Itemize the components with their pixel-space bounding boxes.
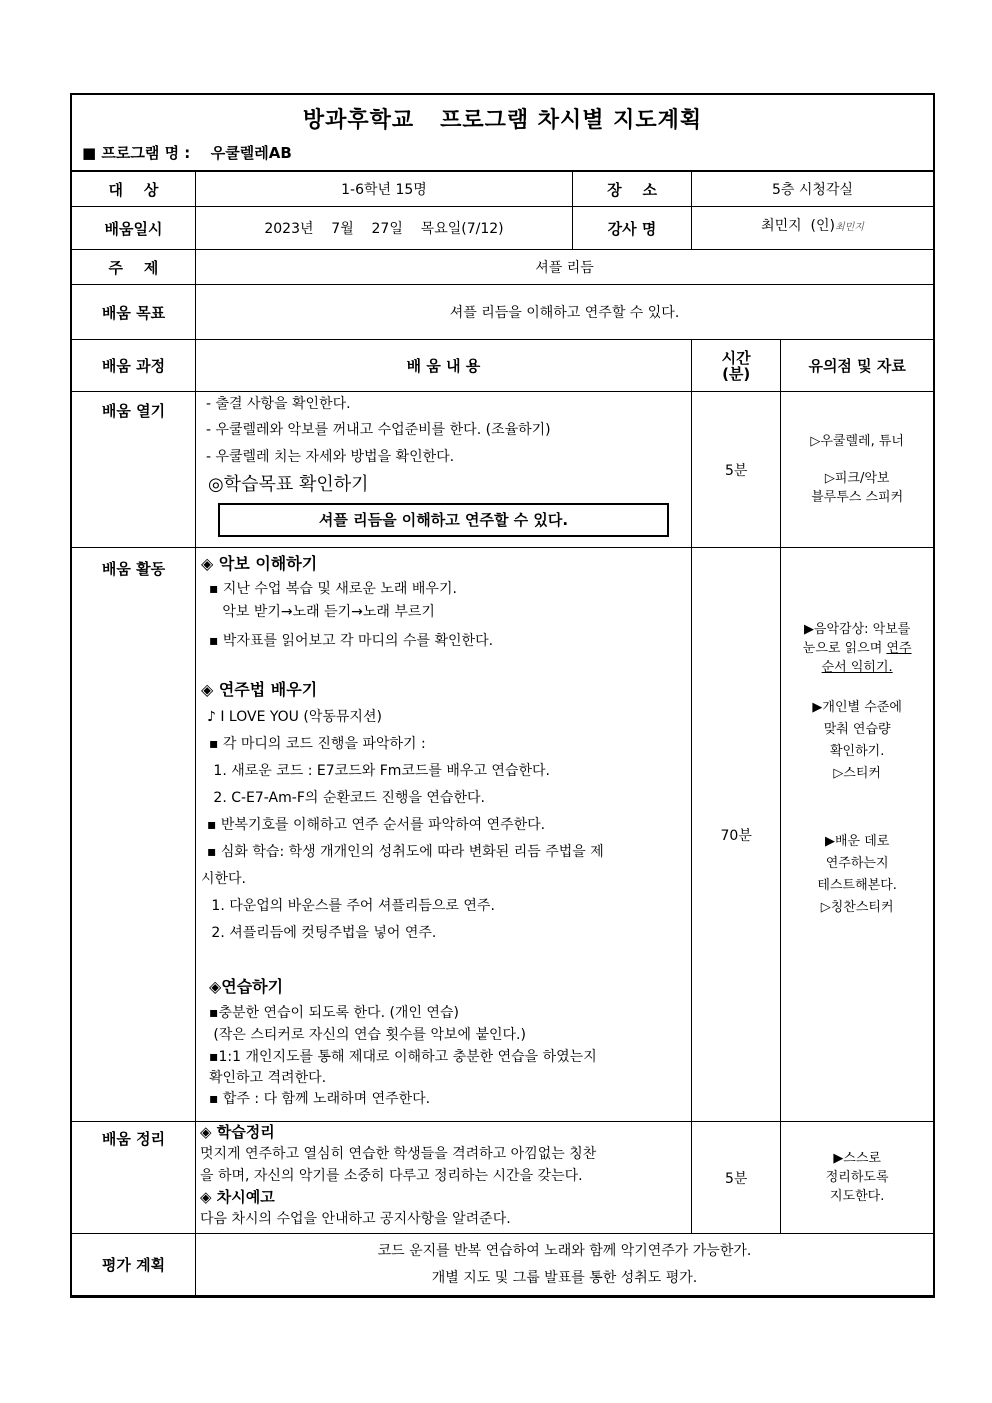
opening-line-3: - 우쿨렐레 치는 자세와 방법을 확인한다. xyxy=(205,449,455,465)
program-name-row xyxy=(72,137,933,171)
activity-materials xyxy=(781,548,933,1122)
goal-row xyxy=(72,285,933,340)
opening-label: 배움 열기 xyxy=(72,392,195,548)
opening-time: 5분 xyxy=(692,392,781,548)
closing-materials xyxy=(781,1122,933,1234)
section-playing-technique: ◈ 연주법 배우기 xyxy=(200,680,318,699)
activity-s1-line-2: 악보 받기→노래 듣기→노래 부르기 xyxy=(208,604,435,620)
time-header-text: 시간 (분) xyxy=(721,348,751,383)
teacher-label: 강사 명 xyxy=(572,207,691,250)
lesson-plan-table xyxy=(72,171,933,1296)
activity-s2-line-4: 2. C-E7-Am-F의 순환코드 진행을 연습한다. xyxy=(208,790,485,806)
opening-line-1: - 출결 사항을 확인한다. xyxy=(205,396,351,412)
goal-label: 배움 목표 xyxy=(72,285,195,340)
closing-time: 5분 xyxy=(692,1122,781,1234)
topic-row xyxy=(72,250,933,285)
time-header xyxy=(692,340,781,392)
activity-s1-line-3: ▪ 박자표를 읽어보고 각 마디의 수를 확인한다. xyxy=(208,633,494,649)
opening-row xyxy=(72,392,933,548)
activity-s2-line-6: ▪ 심화 학습: 학생 개개인의 성취도에 따라 변화된 리듬 주법을 제 xyxy=(206,844,604,860)
opening-mat-2: ▷피크/악보 xyxy=(824,471,890,486)
activity-s2-line-8: 1. 다운업의 바운스를 주어 셔플리듬으로 연주. xyxy=(206,898,495,914)
content-header: 배 움 내 용 xyxy=(195,340,691,392)
activity-s3-line-1: ▪충분한 연습이 되도록 한다. (개인 연습) xyxy=(208,1005,459,1021)
place-value: 5층 시청각실 xyxy=(692,172,933,207)
teacher-cell xyxy=(692,207,933,250)
closing-content xyxy=(195,1122,691,1234)
opening-line-2: - 우쿨렐레와 악보를 꺼내고 수업준비를 한다. (조율하기) xyxy=(205,422,551,438)
activity-s3-line-4: 확인하고 격려한다. xyxy=(208,1070,327,1086)
closing-mat-1: ▶스스로 xyxy=(833,1151,881,1166)
activity-mat-2-3: 확인하기. xyxy=(829,744,885,759)
goal-value: 셔플 리듬을 이해하고 연주할 수 있다. xyxy=(195,285,933,340)
activity-s3-line-2: (작은 스티커로 자신의 연습 횟수를 악보에 붙인다.) xyxy=(208,1027,526,1043)
activity-mat-1-1: ▶음악감상: 악보를 xyxy=(803,622,911,637)
teacher-value: 최민지 (인) xyxy=(761,218,835,234)
lesson-plan-document xyxy=(70,93,935,1298)
activity-s2-line-3: 1. 새로운 코드 : E7코드와 Fm코드를 배우고 연습한다. xyxy=(208,763,550,779)
activity-mat-1-2a: 눈으로 읽으며 xyxy=(802,641,887,656)
evaluation-row xyxy=(72,1234,933,1296)
closing-s2-title: ◈ 차시예고 xyxy=(199,1188,275,1206)
activity-s2-line-7: 시한다. xyxy=(200,871,246,887)
target-value: 1-6학년 15명 xyxy=(195,172,572,207)
topic-value: 셔플 리듬 xyxy=(195,250,933,285)
document-title: 방과후학교 프로그램 차시별 지도계획 xyxy=(302,108,703,133)
activity-s2-line-9: 2. 셔플리듬에 컷팅주법을 넣어 연주. xyxy=(206,925,437,941)
date-row xyxy=(72,207,933,250)
goal-check-heading: ◎학습목표 확인하기 xyxy=(207,474,369,495)
activity-mat-1-2 xyxy=(781,639,933,658)
opening-materials xyxy=(781,392,933,548)
activity-content xyxy=(195,548,691,1122)
activity-row xyxy=(72,548,933,1122)
process-header: 배움 과정 xyxy=(72,340,195,392)
activity-s1-line-1: ▪ 지난 수업 복습 및 새로운 노래 배우기. xyxy=(208,581,457,597)
activity-mat-group-1 xyxy=(781,620,933,677)
evaluation-content xyxy=(195,1234,933,1296)
program-label: ■ 프로그램 명 : xyxy=(82,144,191,162)
evaluation-label: 평가 계획 xyxy=(72,1234,195,1296)
activity-mat-2-2: 맞춰 연습량 xyxy=(823,722,891,737)
activity-s2-line-1: ♪ I LOVE YOU (악동뮤지션) xyxy=(206,709,382,725)
header-row xyxy=(72,340,933,392)
activity-mat-group-2 xyxy=(781,697,933,785)
opening-mat-1: ▷우쿨렐레, 튜너 xyxy=(810,434,904,449)
materials-header: 유의점 및 자료 xyxy=(781,340,933,392)
activity-s2-line-5: ▪ 반복기호를 이해하고 연주 순서를 파악하여 연주한다. xyxy=(206,817,546,833)
section-score-reading: ◈ 악보 이해하기 xyxy=(200,554,318,573)
activity-mat-1-3: 순서 익히기. xyxy=(821,660,893,675)
closing-s1-line-2: 을 하며, 자신의 악기를 소중히 다루고 정리하는 시간을 갖는다. xyxy=(199,1168,583,1184)
activity-s3-line-3: ▪1:1 개인지도를 통해 제대로 이해하고 충분한 연습을 하였는지 xyxy=(208,1049,597,1065)
closing-s1-title: ◈ 학습정리 xyxy=(199,1123,275,1141)
section-practice: ◈연습하기 xyxy=(208,977,284,996)
opening-content xyxy=(195,392,691,548)
target-row xyxy=(72,172,933,207)
evaluation-line-1: 코드 운지를 반복 연습하여 노래와 함께 악기연주가 가능한가. xyxy=(377,1242,752,1259)
activity-mat-3-1: ▶배운 데로 xyxy=(824,834,890,849)
closing-s2-line-1: 다음 차시의 수업을 안내하고 공지사항을 알려준다. xyxy=(199,1211,511,1227)
goal-box: 셔플 리듬을 이해하고 연주할 수 있다. xyxy=(218,503,669,537)
activity-label: 배움 활동 xyxy=(72,548,195,1122)
opening-mat-3: 블루투스 스피커 xyxy=(811,490,904,505)
activity-mat-2-4: ▷스티커 xyxy=(833,766,881,781)
activity-s3-line-5: ▪ 합주 : 다 함께 노래하며 연주한다. xyxy=(208,1091,431,1107)
activity-mat-3-2: 연주하는지 xyxy=(825,856,889,871)
evaluation-line-2: 개별 지도 및 그룹 발표를 통한 성취도 평가. xyxy=(431,1269,698,1286)
program-name: 우쿨렐레AB xyxy=(210,144,292,162)
closing-label: 배움 정리 xyxy=(72,1122,195,1234)
place-label: 장 소 xyxy=(572,172,691,207)
activity-mat-2-1: ▶개인별 수준에 xyxy=(812,700,902,715)
topic-label: 주 제 xyxy=(72,250,195,285)
activity-mat-1-2b: 연주 xyxy=(886,641,912,656)
closing-s1-line-1: 멋지게 연주하고 열심히 연습한 학생들을 격려하고 아낌없는 칭찬 xyxy=(199,1146,597,1162)
date-value: 2023년 7월 27일 목요일(7/12) xyxy=(195,207,572,250)
date-label: 배움일시 xyxy=(72,207,195,250)
activity-mat-3-4: ▷칭찬스티커 xyxy=(820,900,894,915)
closing-mat-3: 지도한다. xyxy=(829,1189,885,1204)
activity-mat-3-3: 테스트해본다. xyxy=(817,878,897,893)
activity-s2-line-2: ▪ 각 마디의 코드 진행을 파악하기 : xyxy=(208,736,426,752)
activity-time: 70분 xyxy=(692,548,781,1122)
teacher-signature: 최민지 xyxy=(834,222,864,233)
activity-mat-group-3 xyxy=(781,831,933,919)
closing-mat-2: 정리하도록 xyxy=(825,1170,889,1185)
target-label: 대 상 xyxy=(72,172,195,207)
closing-row xyxy=(72,1122,933,1234)
